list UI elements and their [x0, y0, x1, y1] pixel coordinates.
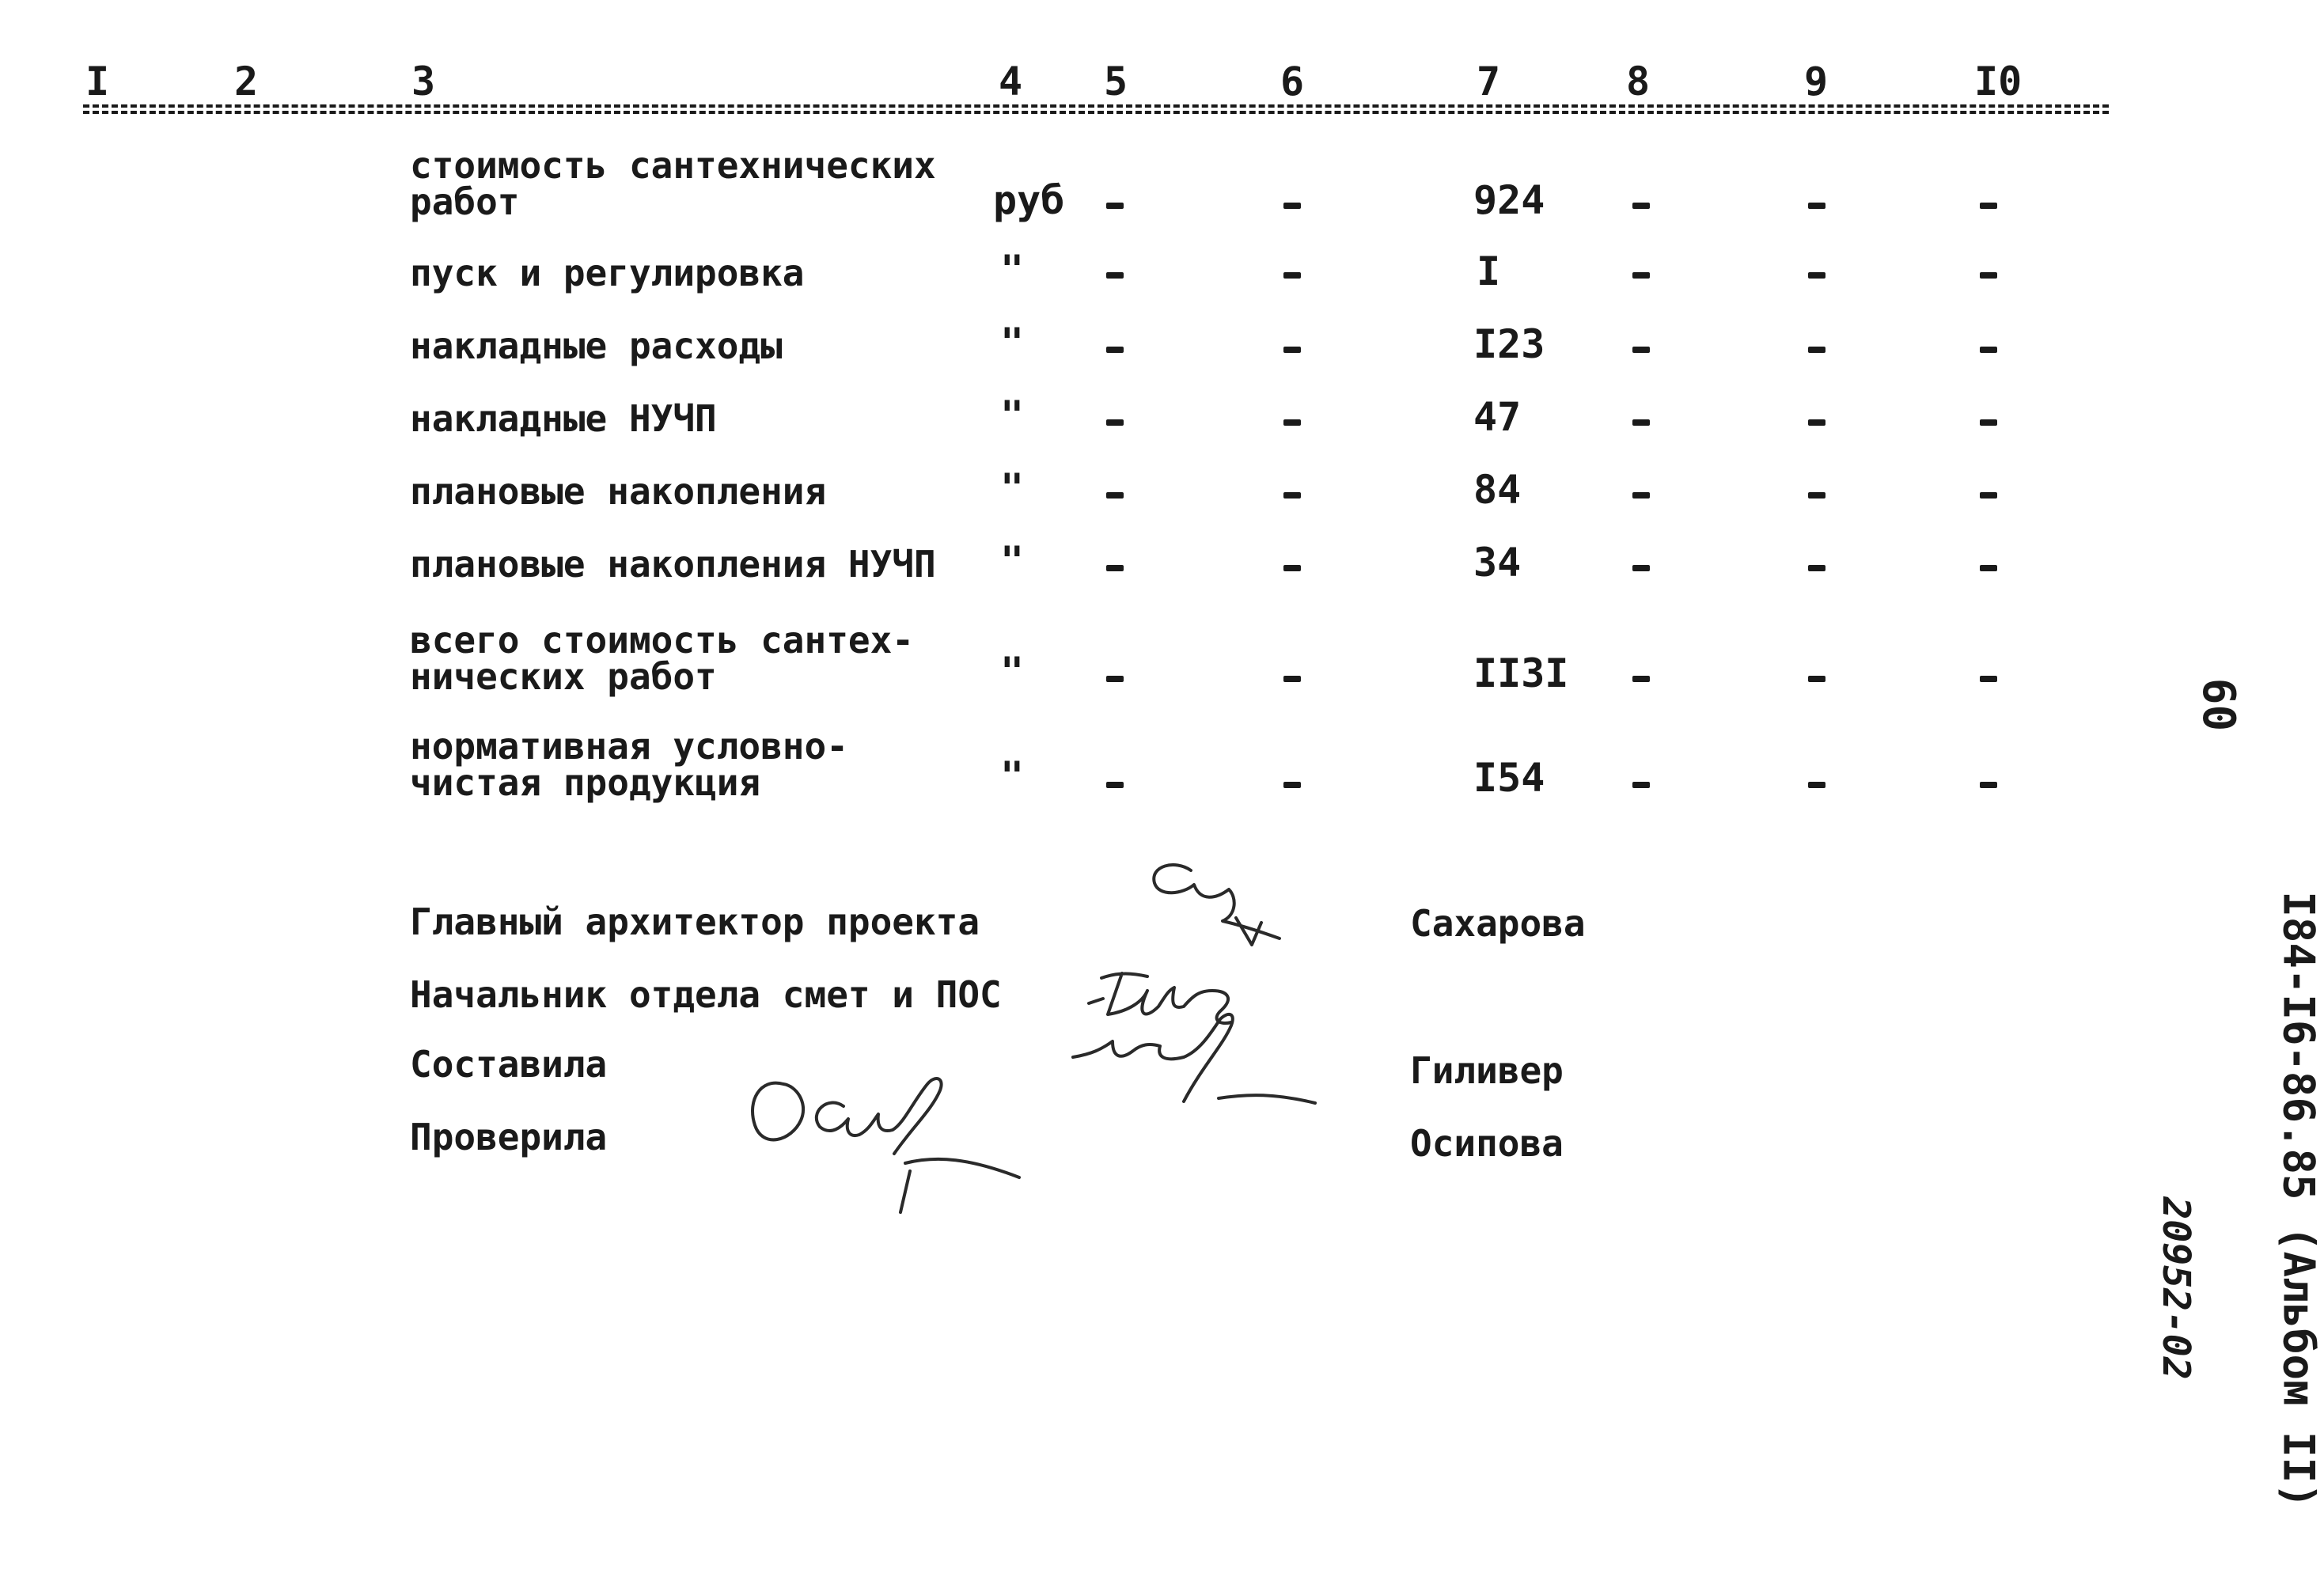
- checked-by-role: Проверила: [410, 1116, 608, 1158]
- row-name: всего стоимость сантех- нических работ: [410, 619, 914, 698]
- compiled-by-name: Гиливер: [1410, 1049, 1564, 1092]
- row-col7-value: I: [1477, 248, 1501, 294]
- col-header-9: 9: [1804, 59, 1829, 104]
- row-unit: руб: [993, 177, 1065, 223]
- signature-stroke: [1101, 973, 1231, 1023]
- col-header-3: 3: [411, 59, 436, 104]
- row-col7-value: I23: [1473, 321, 1545, 367]
- row-name: нормативная условно- чистая продукция: [410, 725, 848, 804]
- signature-stroke: [753, 1083, 803, 1140]
- compiled-by-role: Составила: [410, 1043, 608, 1086]
- signature-stroke: [1219, 1095, 1315, 1103]
- col-header-2: 2: [234, 59, 259, 104]
- row-unit: ": [1000, 392, 1025, 438]
- page-number: 60: [2193, 677, 2245, 732]
- row-name: плановые накопления: [410, 470, 827, 513]
- signature-stroke: [817, 1079, 942, 1154]
- row-name: плановые накопления НУЧП: [410, 543, 936, 586]
- row-unit: ": [1000, 649, 1025, 695]
- row-col7-value: 34: [1473, 540, 1522, 586]
- col-header-5: 5: [1104, 59, 1128, 104]
- chief-architect-name: Сахарова: [1410, 902, 1586, 945]
- row-name: стоимость сантехнических работ: [410, 144, 936, 223]
- row-name: накладные НУЧП: [410, 397, 717, 440]
- checked-by-name: Осипова: [1410, 1122, 1564, 1165]
- row-unit: ": [1000, 538, 1025, 584]
- signature-stroke: [905, 1159, 1019, 1177]
- col-header-6: 6: [1280, 59, 1305, 104]
- row-name: накладные расходы: [410, 324, 783, 367]
- row-col7-value: II3I: [1473, 650, 1569, 696]
- archive-number: 20952-02: [2154, 1196, 2198, 1380]
- signature-stroke: [1073, 1014, 1233, 1101]
- head-of-estimates-role: Начальник отдела смет и ПОС: [410, 973, 1002, 1016]
- col-header-1: I: [85, 59, 110, 104]
- signature-stroke: [1089, 999, 1103, 1003]
- row-name: пуск и регулировка: [410, 252, 805, 294]
- signature-stroke: [1236, 918, 1261, 945]
- row-col7-value: 84: [1473, 467, 1522, 513]
- row-unit: ": [1000, 465, 1025, 511]
- row-col7-value: 924: [1473, 177, 1545, 223]
- row-col7-value: I54: [1473, 755, 1545, 801]
- row-unit: ": [1000, 247, 1025, 293]
- document-code: I84-I6-86.85 (Альбом II): [2273, 891, 2324, 1509]
- col-header-8: 8: [1626, 59, 1651, 104]
- col-header-4: 4: [999, 59, 1023, 104]
- signature-stroke: [900, 1171, 910, 1212]
- col-header-10: I0: [1974, 59, 2023, 104]
- col-header-7: 7: [1477, 59, 1501, 104]
- row-unit: ": [1000, 320, 1025, 366]
- chief-architect-role: Главный архитектор проекта: [410, 900, 980, 943]
- row-col7-value: 47: [1473, 394, 1522, 440]
- row-unit: ": [1000, 753, 1025, 799]
